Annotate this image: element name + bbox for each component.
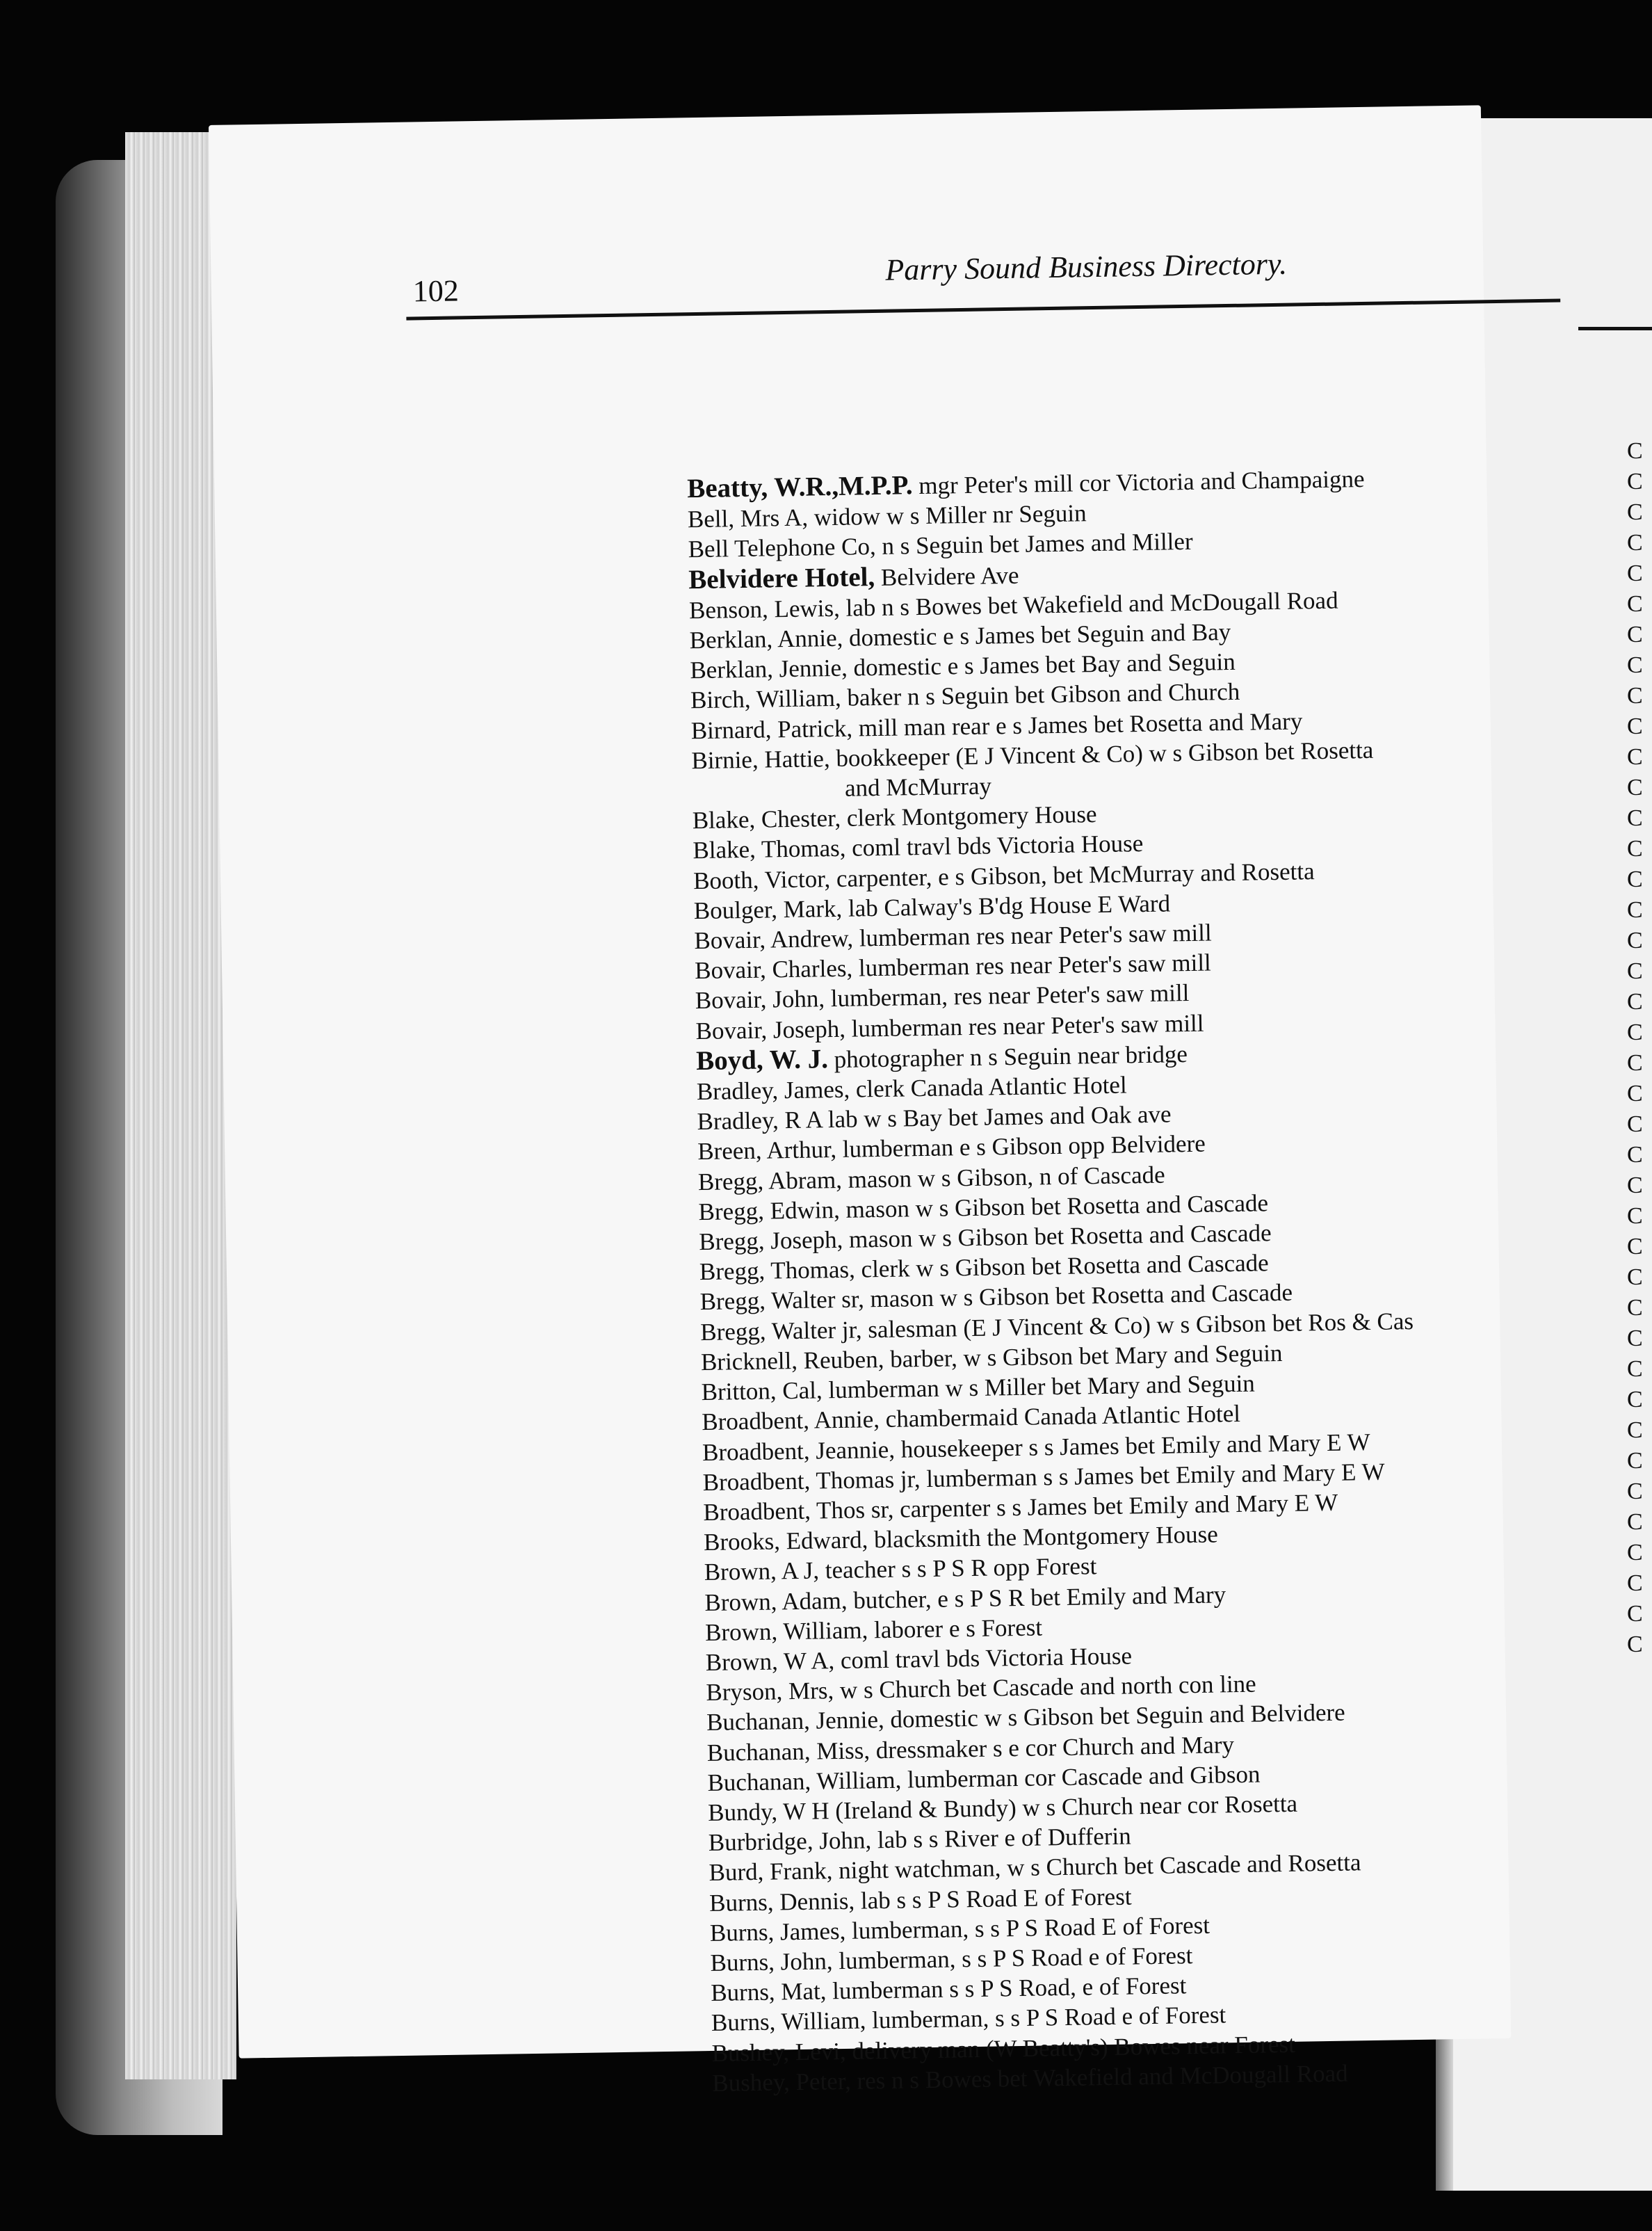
entry-detail: bookkeeper (E J Vincent & Co) w s Gibson bet Rosetta <box>829 736 1374 772</box>
facing-page-letter: C <box>1627 1632 1643 1657</box>
entry-name: Bushey, Peter, <box>712 2067 852 2097</box>
entry-detail: lumberman, res near Peter's saw mill <box>824 979 1190 1013</box>
facing-page-letter: C <box>1627 622 1643 647</box>
entry-name: Berklan, Annie, <box>689 624 843 654</box>
entry-name: Broadbent, Thos sr, <box>703 1495 894 1526</box>
entry-name: Bovair, Andrew, <box>694 924 854 955</box>
facing-page-letter: C <box>1627 1264 1643 1290</box>
entry-detail: mgr Peter's mill cor Victoria and Champaigne <box>912 465 1365 500</box>
entry-name: Bovair, Charles, <box>694 954 853 985</box>
header-rule <box>406 298 1560 320</box>
entry-detail: widow w s Miller nr Seguin <box>807 499 1087 531</box>
entry-detail: lumberman, s s P S Road e of Forest <box>866 2001 1226 2034</box>
facing-page-letter: C <box>1627 1356 1643 1382</box>
entry-detail: lumberman cor Cascade and Gibson <box>901 1760 1261 1794</box>
entry-name: Brown, William, <box>704 1616 868 1646</box>
entry-name: Boyd, W. J. <box>695 1044 829 1077</box>
facing-page-letter: C <box>1627 1448 1643 1474</box>
entry-detail: coml travl bds Victoria House <box>845 830 1144 862</box>
entry-detail: domestic e s James bet Bay and Seguin <box>847 648 1236 682</box>
entry-name: Bricknell, Reuben, <box>700 1345 884 1376</box>
entry-detail: butcher, e s P S R bet Emily and Mary <box>847 1580 1226 1614</box>
entry-name: Bregg, Walter sr, <box>699 1285 865 1316</box>
facing-page-letter: C <box>1627 958 1643 984</box>
entry-detail: lumberman, s s P S Road e of Forest <box>832 1942 1193 1975</box>
entry-detail: lumberman res near Peter's saw mill <box>845 1009 1204 1042</box>
facing-page-letter: C <box>1627 561 1643 586</box>
entry-name: Bregg, Thomas, <box>699 1255 856 1286</box>
entry-name: Blake, Chester, <box>692 805 841 835</box>
entry-name: Buchanan, Jennie, <box>706 1706 885 1737</box>
entry-detail: night watchman, w s Church bet Cascade and Rosetta <box>832 1849 1361 1885</box>
entry-name: Bregg, Joseph, <box>699 1225 843 1256</box>
facing-page-letter: C <box>1627 1509 1643 1535</box>
directory-entries <box>687 458 1652 2098</box>
facing-page-letter: C <box>1627 499 1643 525</box>
entry-detail: clerk Canada Atlantic Hotel <box>849 1071 1127 1103</box>
facing-page-letter: C <box>1627 1601 1643 1627</box>
entry-name: Birnie, Hattie, <box>691 744 830 775</box>
entry-name: Bregg, Walter jr, <box>700 1316 862 1346</box>
entry-name: Burd, Frank, <box>708 1857 833 1887</box>
entry-name: Bell Telephone Co, <box>688 533 877 563</box>
entry-detail: lumberman res near Peter's saw mill <box>852 949 1212 982</box>
facing-page-letter: C <box>1627 897 1643 923</box>
facing-page-letter: C <box>1627 989 1643 1015</box>
entry-detail: mason w s Gibson bet Rosetta and Cascade <box>864 1279 1293 1313</box>
entry-detail: lab n s Bowes bet Wakefield and McDougall Road <box>839 586 1338 622</box>
running-title: Parry Sound Business Directory. <box>885 246 1288 287</box>
entry-name: Bryson, Mrs, <box>706 1677 834 1707</box>
facing-page-letter: C <box>1627 1173 1643 1198</box>
entry-detail: carpenter s s James bet Emily and Mary E W <box>893 1488 1338 1523</box>
entry-detail: Belvidere Ave <box>874 561 1019 591</box>
facing-page-letter: C <box>1627 652 1643 678</box>
entry-name: Bovair, John, <box>695 985 825 1015</box>
entry-name: Breen, Arthur, <box>697 1136 837 1166</box>
entry-detail: carpenter, e s Gibson, bet McMurray and Rosetta <box>829 857 1315 892</box>
facing-page-letter: C <box>1627 1479 1643 1504</box>
entry-name: Broadbent, Thomas jr, <box>702 1465 921 1496</box>
entry-name: Blake, Thomas, <box>693 835 846 864</box>
entry-name: Bovair, Joseph, <box>695 1015 846 1045</box>
entry-name: Birch, William, <box>690 684 842 714</box>
entry-detail: mason w s Gibson, n of Cascade <box>841 1161 1165 1193</box>
entry-detail: lab s s River e of Dufferin <box>870 1822 1131 1854</box>
entry-name: Bradley, R A <box>697 1106 823 1136</box>
entry-detail: domestic w s Gibson bet Seguin and Belvidere <box>884 1698 1345 1734</box>
entry-detail: lab s s P S Road E of Forest <box>854 1883 1132 1915</box>
entry-detail: dressmaker s e cor Church and Mary <box>869 1730 1235 1764</box>
facing-page-letter: C <box>1627 1295 1643 1321</box>
facing-page-letter: C <box>1627 805 1643 831</box>
facing-page-letter: C <box>1627 1387 1643 1412</box>
entry-detail: teacher s s P S R opp Forest <box>818 1552 1097 1584</box>
facing-page-letter: C <box>1627 683 1643 709</box>
facing-page-letter: C <box>1627 469 1643 494</box>
entry-name: Bradley, James, <box>696 1075 850 1106</box>
facing-page-letter: C <box>1627 1540 1643 1565</box>
entry-detail: coml travl bds Victoria House <box>834 1642 1133 1675</box>
facing-page-letter: C <box>1627 867 1643 892</box>
facing-page-rule <box>1578 327 1652 330</box>
entry-name: Bregg, Abram, <box>697 1166 843 1195</box>
entry-detail: mill man rear e s James bet Rosetta and Mary <box>852 707 1303 742</box>
entry-name: Benson, Lewis, <box>688 594 841 625</box>
facing-page-letter: C <box>1627 744 1643 770</box>
entry-detail: delivery man (W Beatty's) Bowes near Forest <box>845 2030 1296 2065</box>
entry-detail: laborer e s Forest <box>867 1613 1043 1644</box>
entry-detail: n s Seguin bet James and Miller <box>875 528 1193 561</box>
entry-detail: and McMurray <box>844 772 992 802</box>
entry-name: Broadbent, Annie, <box>702 1406 880 1436</box>
entry-name: Burbridge, John, <box>708 1826 872 1857</box>
facing-page-letter: C <box>1627 1050 1643 1076</box>
entry-name: Bushey, Levi, <box>711 2037 847 2067</box>
entry-name: Brown, W A, <box>705 1647 835 1676</box>
entry-detail: (Ireland & Bundy) w s Church near cor Rosetta <box>829 1789 1298 1825</box>
facing-page-letter: C <box>1627 775 1643 800</box>
entry-detail: barber, w s Gibson bet Mary and Seguin <box>884 1339 1283 1373</box>
facing-page-letter: C <box>1627 1203 1643 1229</box>
entry-name: Bell, Mrs A, <box>687 504 809 533</box>
entry-detail: blacksmith the Montgomery House <box>867 1520 1219 1554</box>
facing-page-letter: C <box>1627 1020 1643 1045</box>
entry-name: Burns, William, <box>711 2006 866 2037</box>
entry-name: Boulger, Mark, <box>693 894 843 925</box>
entry-name: Buchanan, William, <box>707 1766 902 1796</box>
entry-name: Broadbent, Jeannie, <box>702 1435 896 1466</box>
facing-page-letter: C <box>1627 1326 1643 1351</box>
facing-page-letter: C <box>1627 1142 1643 1168</box>
entry-detail: chambermaid Canada Atlantic Hotel <box>879 1400 1241 1433</box>
entry-detail: lab Calway's B'dg House E Ward <box>841 889 1171 922</box>
entry-detail: clerk w s Gibson bet Rosetta and Cascade <box>855 1249 1269 1283</box>
entry-name: Buchanan, Miss, <box>706 1736 870 1766</box>
facing-page-letter: C <box>1627 714 1643 739</box>
facing-page-letter: C <box>1627 591 1643 617</box>
entry-name: Burns, Dennis, <box>708 1887 855 1917</box>
facing-page-letter: C <box>1627 928 1643 953</box>
entry-detail: lumberman s s James bet Emily and Mary E W <box>920 1458 1385 1492</box>
page-header <box>412 246 1525 315</box>
entry-detail: w s Church bet Cascade and north con line <box>833 1670 1256 1705</box>
entry-detail: lumberman e s Gibson opp Belvidere <box>836 1130 1206 1163</box>
page-number: 102 <box>412 273 460 309</box>
entry-name: Beatty, W.R.,M.P.P. <box>686 470 913 504</box>
entry-name: Burns, James, <box>709 1917 846 1947</box>
facing-page-letter: C <box>1627 1111 1643 1137</box>
facing-page-letter: C <box>1627 1417 1643 1443</box>
entry-detail: clerk Montgomery House <box>840 800 1097 832</box>
facing-page-letter: C <box>1627 1081 1643 1106</box>
entry-name: Brown, Adam, <box>704 1586 848 1616</box>
directory-page <box>209 105 1511 2097</box>
entry-name: Belvidere Hotel, <box>688 561 875 595</box>
entry-name: Birnard, Patrick, <box>690 714 853 744</box>
facing-page-letter: C <box>1627 1234 1643 1259</box>
entry-detail: baker n s Seguin bet Gibson and Church <box>841 678 1240 712</box>
entry-detail: domestic e s James bet Seguin and Bay <box>843 618 1231 652</box>
entry-detail: mason w s Gibson bet Rosetta and Cascade <box>839 1189 1269 1223</box>
entry-name: Burns, Mat, <box>710 1977 827 2007</box>
entry-detail: lumberman s s P S Road, e of Forest <box>826 1972 1187 2005</box>
entry-name: Booth, Victor, <box>693 864 831 894</box>
entry-detail: housekeeper s s James bet Emily and Mary E W <box>894 1428 1370 1463</box>
entry-detail: salesman (E J Vincent & Co) w s Gibson bet Ros & Cas <box>861 1307 1414 1344</box>
entry-detail: lumberman res near Peter's saw mill <box>852 919 1212 952</box>
entry-detail: lumberman, s s P S Road E of Forest <box>845 1911 1210 1944</box>
entry-name: Brooks, Edward, <box>703 1526 868 1556</box>
entry-detail: lab w s Bay bet James and Oak ave <box>821 1100 1172 1134</box>
entry-name: Bundy, W H <box>707 1797 829 1826</box>
facing-page-letter: C <box>1627 836 1643 862</box>
entry-detail: res n s Bowes bet Wakefield and McDougall Road <box>850 2059 1348 2095</box>
entry-name: Britton, Cal, <box>701 1376 823 1406</box>
entry-detail: photographer n s Seguin near bridge <box>827 1040 1188 1074</box>
entry-name: Bregg, Edwin, <box>698 1195 841 1225</box>
entry-name: Berklan, Jennie, <box>690 654 848 684</box>
entry-detail: lumberman w s Miller bet Mary and Seguin <box>822 1369 1256 1404</box>
entry-detail: mason w s Gibson bet Rosetta and Cascade <box>843 1219 1272 1253</box>
facing-page-letter: C <box>1627 1570 1643 1596</box>
facing-page-letter: C <box>1627 438 1643 464</box>
facing-page-letter: C <box>1627 530 1643 556</box>
entry-name: Brown, A J, <box>704 1556 820 1586</box>
entry-name: Burns, John, <box>710 1947 833 1976</box>
